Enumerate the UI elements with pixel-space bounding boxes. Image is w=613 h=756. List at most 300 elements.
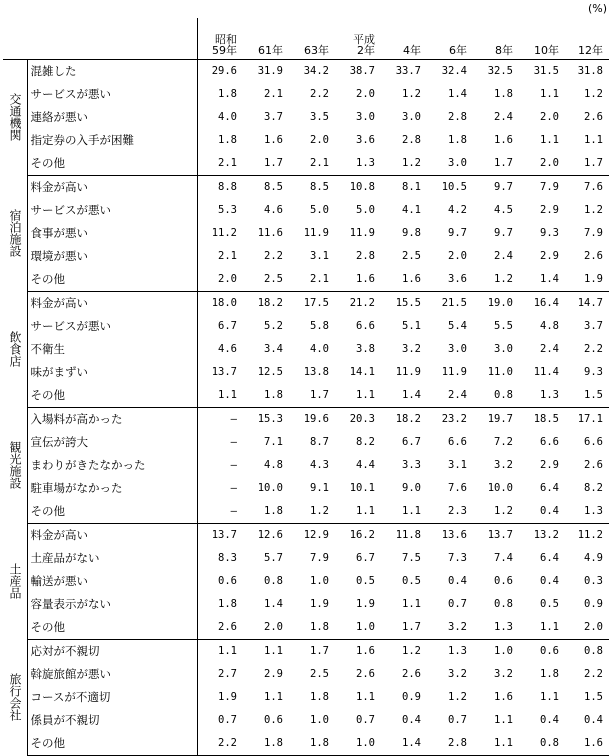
table-row [3, 593, 609, 616]
row-label: 混雑した [27, 60, 197, 84]
value-cell: 1.1 [356, 691, 375, 704]
value-cell: 2.7 [218, 668, 237, 681]
value-cell: 2.6 [356, 668, 375, 681]
table-row [3, 570, 609, 593]
value-cell: 0.9 [584, 598, 603, 611]
unit-label: (%) [587, 2, 607, 15]
value-cell: 3.2 [494, 459, 513, 472]
value-cell: 2.0 [448, 250, 467, 263]
value-cell: 9.7 [448, 227, 467, 240]
value-cell: 13.8 [303, 366, 329, 379]
value-cell: 31.8 [577, 65, 603, 78]
value-cell: 5.0 [356, 204, 375, 217]
value-cell: 11.8 [395, 529, 421, 542]
table-row [3, 547, 609, 570]
value-cell: 1.1 [197, 384, 243, 408]
value-cell: 1.8 [218, 134, 237, 147]
row-label: 宣伝が誇大 [27, 431, 197, 454]
value-cell: 1.3 [473, 616, 519, 640]
value-cell: 2.9 [264, 668, 283, 681]
value-cell: 2.0 [310, 134, 329, 147]
value-cell: 2.1 [289, 268, 335, 292]
value-cell: 2.6 [584, 111, 603, 124]
value-cell: 2.1 [218, 250, 237, 263]
value-cell: 4.6 [264, 204, 283, 217]
value-cell: 21.5 [441, 297, 467, 310]
value-cell: 1.4 [381, 384, 427, 408]
value-cell: 3.4 [264, 343, 283, 356]
value-cell: 4.0 [310, 343, 329, 356]
row-label: コースが不適切 [27, 686, 197, 709]
value-cell: 32.5 [487, 65, 513, 78]
value-cell: 0.7 [356, 714, 375, 727]
value-cell: 8.1 [402, 181, 421, 194]
value-cell: 33.7 [395, 65, 421, 78]
value-cell: 2.0 [356, 88, 375, 101]
year-header: 8年 [473, 18, 519, 60]
value-cell: 10.0 [487, 482, 513, 495]
category-label: 飲食店 [8, 330, 23, 367]
value-cell: 2.8 [356, 250, 375, 263]
value-cell: 5.5 [494, 320, 513, 333]
value-cell: 2.9 [540, 459, 559, 472]
table-row [3, 245, 609, 268]
header-blank [3, 18, 197, 60]
value-cell: 2.6 [584, 459, 603, 472]
value-cell: 2.0 [519, 152, 565, 176]
value-cell: 4.1 [402, 204, 421, 217]
value-cell: 1.0 [310, 575, 329, 588]
value-cell: 1.2 [448, 691, 467, 704]
value-cell: 1.9 [565, 268, 609, 292]
category-label: 観光施設 [8, 440, 23, 489]
value-cell: 11.9 [395, 366, 421, 379]
value-cell: 0.6 [218, 575, 237, 588]
value-cell: 4.5 [494, 204, 513, 217]
value-cell: 13.2 [533, 529, 559, 542]
value-cell: 1.7 [381, 616, 427, 640]
row-label: その他 [27, 500, 197, 524]
value-cell: 1.8 [243, 384, 289, 408]
value-cell: 2.8 [448, 111, 467, 124]
table-row [3, 686, 609, 709]
row-label: 指定券の入手が困難 [27, 129, 197, 152]
value-cell: 3.0 [448, 343, 467, 356]
value-cell: 1.1 [540, 88, 559, 101]
value-cell: — [230, 482, 237, 495]
value-cell: 1.8 [289, 732, 335, 756]
row-label: 斡旋旅館が悪い [27, 663, 197, 686]
value-cell: 2.9 [540, 250, 559, 263]
value-cell: 2.5 [243, 268, 289, 292]
value-cell: 8.5 [310, 181, 329, 194]
table-row [3, 199, 609, 222]
value-cell: 19.6 [303, 413, 329, 426]
value-cell: 9.3 [584, 366, 603, 379]
row-label: その他 [27, 268, 197, 292]
row-label: 土産品がない [27, 547, 197, 570]
value-cell: 1.3 [448, 645, 467, 658]
value-cell: 10.5 [441, 181, 467, 194]
value-cell: 0.7 [448, 598, 467, 611]
value-cell: 3.0 [427, 152, 473, 176]
value-cell: 21.2 [349, 297, 375, 310]
category-cell [3, 60, 27, 176]
value-cell: 1.1 [381, 500, 427, 524]
value-cell: 1.3 [565, 500, 609, 524]
value-cell: 2.6 [584, 250, 603, 263]
year-header: 平成 2年 [335, 18, 381, 60]
value-cell: 2.5 [402, 250, 421, 263]
row-label: その他 [27, 384, 197, 408]
value-cell: 1.7 [473, 152, 519, 176]
value-cell: 0.6 [264, 714, 283, 727]
value-cell: 1.6 [264, 134, 283, 147]
value-cell: 2.4 [494, 111, 513, 124]
row-label: 食事が悪い [27, 222, 197, 245]
table-row [3, 176, 609, 200]
row-label: 応対が不親切 [27, 640, 197, 664]
row-label: 輸送が悪い [27, 570, 197, 593]
value-cell: 3.6 [356, 134, 375, 147]
value-cell: 3.1 [310, 250, 329, 263]
table-row [3, 640, 609, 664]
value-cell: 1.1 [335, 500, 381, 524]
value-cell: 1.1 [494, 714, 513, 727]
value-cell: 2.5 [310, 668, 329, 681]
value-cell: 1.1 [264, 691, 283, 704]
value-cell: 1.3 [519, 384, 565, 408]
value-cell: 1.1 [584, 134, 603, 147]
value-cell: 1.4 [264, 598, 283, 611]
value-cell: 15.5 [395, 297, 421, 310]
value-cell: — [230, 459, 237, 472]
value-cell: 1.4 [519, 268, 565, 292]
value-cell: 8.5 [264, 181, 283, 194]
value-cell: 1.9 [310, 598, 329, 611]
value-cell: 7.1 [264, 436, 283, 449]
value-cell: 9.1 [310, 482, 329, 495]
year-header: 10年 [519, 18, 565, 60]
value-cell: 1.8 [218, 598, 237, 611]
value-cell: — [230, 413, 237, 426]
value-cell: 8.7 [310, 436, 329, 449]
value-cell: 1.4 [448, 88, 467, 101]
year-header: 12年 [565, 18, 609, 60]
value-cell: 2.2 [584, 343, 603, 356]
year-header: 6年 [427, 18, 473, 60]
value-cell: 1.1 [473, 732, 519, 756]
value-cell: 0.3 [584, 575, 603, 588]
value-cell: 1.6 [565, 732, 609, 756]
value-cell: 11.9 [349, 227, 375, 240]
value-cell: 1.9 [356, 598, 375, 611]
value-cell: 12.9 [303, 529, 329, 542]
value-cell: 9.8 [402, 227, 421, 240]
value-cell: 2.4 [540, 343, 559, 356]
table-row [3, 338, 609, 361]
value-cell: 2.4 [427, 384, 473, 408]
value-cell: 20.3 [349, 413, 375, 426]
value-cell: 32.4 [441, 65, 467, 78]
value-cell: 3.6 [427, 268, 473, 292]
table-row [3, 500, 609, 524]
value-cell: 5.7 [264, 552, 283, 565]
row-label: 料金が高い [27, 292, 197, 316]
row-label: まわりがきたなかった [27, 454, 197, 477]
value-cell: 3.7 [584, 320, 603, 333]
value-cell: 8.8 [218, 181, 237, 194]
value-cell: 4.2 [448, 204, 467, 217]
table-row [3, 222, 609, 245]
row-label: その他 [27, 616, 197, 640]
value-cell: 5.4 [448, 320, 467, 333]
value-cell: 3.1 [448, 459, 467, 472]
value-cell: 2.8 [427, 732, 473, 756]
value-cell: 31.5 [533, 65, 559, 78]
value-cell: 6.6 [356, 320, 375, 333]
value-cell: 2.2 [584, 668, 603, 681]
value-cell: 4.8 [264, 459, 283, 472]
value-cell: 17.1 [577, 413, 603, 426]
value-cell: 1.6 [494, 134, 513, 147]
table-row [3, 431, 609, 454]
value-cell: 1.2 [473, 500, 519, 524]
table-row [3, 268, 609, 292]
value-cell: 1.0 [494, 645, 513, 658]
table-row [3, 732, 609, 756]
value-cell: 2.6 [402, 668, 421, 681]
value-cell: 6.4 [540, 552, 559, 565]
value-cell: 7.4 [494, 552, 513, 565]
value-cell: 3.7 [264, 111, 283, 124]
value-cell: 11.9 [303, 227, 329, 240]
value-cell: 2.1 [289, 152, 335, 176]
value-cell: 4.4 [356, 459, 375, 472]
value-cell: 2.0 [243, 616, 289, 640]
value-cell: 18.2 [395, 413, 421, 426]
value-cell: 12.5 [257, 366, 283, 379]
value-cell: 1.2 [473, 268, 519, 292]
value-cell: 5.8 [310, 320, 329, 333]
value-cell: 0.9 [402, 691, 421, 704]
value-cell: 5.1 [402, 320, 421, 333]
value-cell: 4.0 [218, 111, 237, 124]
row-label: 連絡が悪い [27, 106, 197, 129]
value-cell: 0.5 [540, 598, 559, 611]
value-cell: 6.6 [584, 436, 603, 449]
value-cell: 11.4 [533, 366, 559, 379]
value-cell: 2.0 [565, 616, 609, 640]
value-cell: 2.2 [197, 732, 243, 756]
value-cell: 17.5 [303, 297, 329, 310]
value-cell: 7.2 [494, 436, 513, 449]
value-cell: 1.2 [289, 500, 335, 524]
value-cell: 1.0 [335, 732, 381, 756]
value-cell: 3.2 [494, 668, 513, 681]
value-cell: 0.5 [356, 575, 375, 588]
row-label: 係員が不親切 [27, 709, 197, 732]
table-row [3, 384, 609, 408]
value-cell: 19.7 [487, 413, 513, 426]
value-cell: 3.2 [402, 343, 421, 356]
value-cell: 3.2 [427, 616, 473, 640]
value-cell: 1.6 [381, 268, 427, 292]
value-cell: 18.0 [211, 297, 237, 310]
value-cell: 0.4 [402, 714, 421, 727]
value-cell: 0.8 [584, 645, 603, 658]
value-cell: 15.3 [257, 413, 283, 426]
table-row [3, 408, 609, 432]
header-row [3, 18, 609, 60]
value-cell: 4.9 [584, 552, 603, 565]
year-header: 61年 [243, 18, 289, 60]
value-cell: 6.4 [540, 482, 559, 495]
table-row [3, 524, 609, 548]
value-cell: 2.1 [197, 152, 243, 176]
value-cell: 2.6 [197, 616, 243, 640]
value-cell: 7.3 [448, 552, 467, 565]
row-label: 不衛生 [27, 338, 197, 361]
value-cell: 1.8 [448, 134, 467, 147]
value-cell: 13.7 [211, 366, 237, 379]
value-cell: 3.3 [402, 459, 421, 472]
value-cell: 10.0 [257, 482, 283, 495]
category-cell [3, 176, 27, 292]
value-cell: 6.6 [540, 436, 559, 449]
table-row [3, 60, 609, 84]
category-label: 土産品 [8, 562, 23, 599]
value-cell: 11.6 [257, 227, 283, 240]
value-cell: 6.7 [356, 552, 375, 565]
value-cell: 1.0 [310, 714, 329, 727]
value-cell: 0.5 [402, 575, 421, 588]
value-cell: 0.4 [519, 500, 565, 524]
value-cell: 9.0 [402, 482, 421, 495]
row-label: 容量表示がない [27, 593, 197, 616]
value-cell: 2.2 [310, 88, 329, 101]
row-label: 入場料が高かった [27, 408, 197, 432]
value-cell: 14.1 [349, 366, 375, 379]
value-cell: 1.5 [584, 691, 603, 704]
value-cell: 6.7 [218, 320, 237, 333]
value-cell: 0.4 [448, 575, 467, 588]
value-cell: 12.6 [257, 529, 283, 542]
value-cell: 1.1 [540, 134, 559, 147]
value-cell: 8.2 [584, 482, 603, 495]
value-cell: 1.7 [565, 152, 609, 176]
value-cell: 7.6 [584, 181, 603, 194]
value-cell: 6.7 [402, 436, 421, 449]
value-cell: 5.2 [264, 320, 283, 333]
value-cell: 1.4 [381, 732, 427, 756]
category-cell [3, 292, 27, 408]
row-label: サービスが悪い [27, 315, 197, 338]
value-cell: 29.6 [211, 65, 237, 78]
value-cell: 1.2 [402, 645, 421, 658]
value-cell: 1.6 [356, 645, 375, 658]
value-cell: 7.5 [402, 552, 421, 565]
row-label: 環境が悪い [27, 245, 197, 268]
value-cell: 5.0 [310, 204, 329, 217]
value-cell: 0.6 [494, 575, 513, 588]
category-label: 旅行会社 [8, 672, 23, 721]
value-cell: 1.2 [584, 204, 603, 217]
value-cell: 0.4 [584, 714, 603, 727]
row-label: 料金が高い [27, 524, 197, 548]
value-cell: 1.7 [310, 645, 329, 658]
value-cell: 11.9 [441, 366, 467, 379]
value-cell: 4.6 [218, 343, 237, 356]
value-cell: 1.8 [218, 88, 237, 101]
value-cell: 3.0 [356, 111, 375, 124]
table-row [3, 152, 609, 176]
row-label: その他 [27, 732, 197, 756]
value-cell: 2.1 [264, 88, 283, 101]
value-cell: 0.8 [264, 575, 283, 588]
complaints-table [3, 18, 609, 756]
value-cell: 9.3 [540, 227, 559, 240]
value-cell: 1.7 [243, 152, 289, 176]
value-cell: 8.3 [218, 552, 237, 565]
category-cell [3, 408, 27, 524]
value-cell: 1.3 [335, 152, 381, 176]
year-header: 63年 [289, 18, 335, 60]
table-row [3, 454, 609, 477]
table-row [3, 106, 609, 129]
value-cell: 0.7 [218, 714, 237, 727]
value-cell: 31.9 [257, 65, 283, 78]
value-cell: 1.6 [494, 691, 513, 704]
value-cell: 0.6 [540, 645, 559, 658]
year-header: 4年 [381, 18, 427, 60]
value-cell: 1.8 [243, 500, 289, 524]
value-cell: 10.1 [349, 482, 375, 495]
row-label: サービスが悪い [27, 199, 197, 222]
table-row [3, 477, 609, 500]
table-row [3, 83, 609, 106]
value-cell: 9.7 [494, 227, 513, 240]
value-cell: 4.8 [540, 320, 559, 333]
value-cell: 2.0 [540, 111, 559, 124]
row-label: 味がまずい [27, 361, 197, 384]
value-cell: 0.8 [519, 732, 565, 756]
value-cell: 38.7 [349, 65, 375, 78]
value-cell: 1.8 [540, 668, 559, 681]
value-cell: 1.7 [289, 384, 335, 408]
value-cell: 2.9 [540, 204, 559, 217]
value-cell: 14.7 [577, 297, 603, 310]
value-cell: 2.3 [427, 500, 473, 524]
value-cell: 1.8 [310, 691, 329, 704]
value-cell: 0.8 [494, 598, 513, 611]
value-cell: 1.2 [584, 88, 603, 101]
value-cell: 4.3 [310, 459, 329, 472]
table-row [3, 292, 609, 316]
value-cell: 18.5 [533, 413, 559, 426]
value-cell: 0.4 [540, 575, 559, 588]
value-cell: 13.7 [211, 529, 237, 542]
value-cell: 9.7 [494, 181, 513, 194]
row-label: サービスが悪い [27, 83, 197, 106]
value-cell: 1.1 [335, 384, 381, 408]
category-cell [3, 524, 27, 640]
table-row [3, 129, 609, 152]
value-cell: 7.6 [448, 482, 467, 495]
value-cell: 10.8 [349, 181, 375, 194]
value-cell: 3.8 [356, 343, 375, 356]
year-header: 昭和 59年 [197, 18, 243, 60]
